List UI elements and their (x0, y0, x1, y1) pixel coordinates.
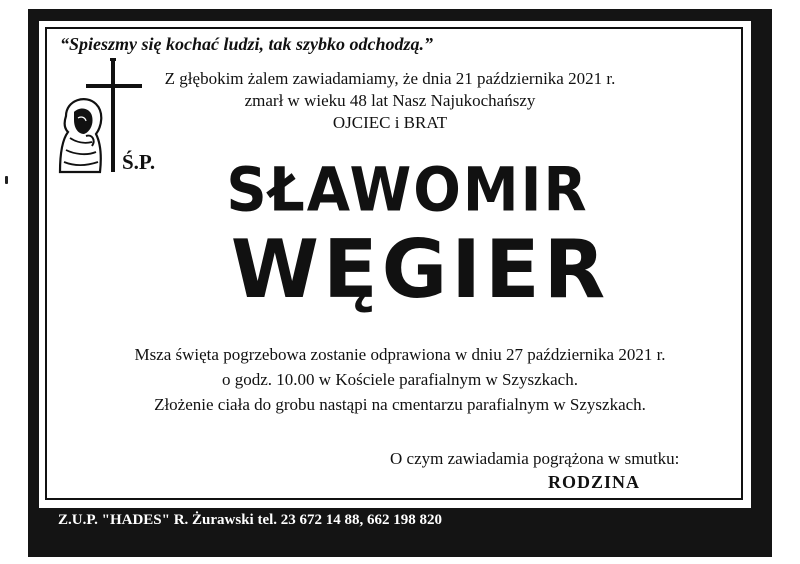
intro-line-1: Z głębokim żalem zawiadamiamy, że dnia 21 października 2021 r. (164, 69, 616, 88)
mass-line-2: o godz. 10.00 w Kościele parafialnym w Szyszkach. (222, 370, 578, 389)
announcement-intro (155, 68, 625, 134)
mass-line-1: Msza święta pogrzebowa zostanie odprawiona w dniu 27 października 2021 r. (134, 345, 666, 364)
scan-artifact (5, 176, 8, 184)
motto-quote: “Spieszmy się kochać ludzi, tak szybko odchodzą.” (60, 34, 434, 54)
family-signature: RODZINA (548, 472, 641, 492)
deceased-last-name: WĘGIER (230, 223, 610, 316)
intro-line-2: zmarł w wieku 48 lat Nasz Najukochańszy (244, 91, 536, 110)
sp-label: Ś.P. (122, 150, 156, 174)
funeral-mass-details (90, 342, 710, 417)
deceased-first-name: SŁAWOMIR (226, 155, 589, 226)
family-note: O czym zawiadamia pogrążona w smutku: (390, 449, 680, 468)
funeral-home-footer: Z.U.P. "HADES" R. Żurawski tel. 23 672 14 88, 662 198 820 (58, 512, 443, 528)
mass-line-3: Złożenie ciała do grobu nastąpi na cmentarzu parafialnym w Szyszkach. (154, 395, 646, 414)
intro-line-3: OJCIEC i BRAT (332, 113, 448, 132)
